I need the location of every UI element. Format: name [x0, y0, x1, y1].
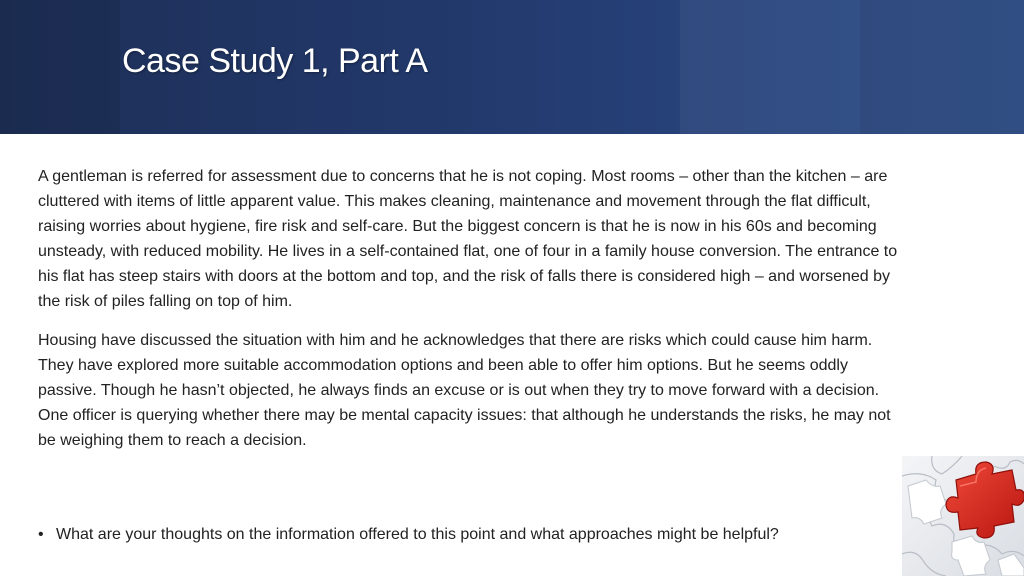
paragraph-2: Housing have discussed the situation with him and he acknowledges that there are risks which could cause him harm. They have explored more suitable accommodation options and been able to offer him options. But he seems oddly passive. Though he hasn’t objected, he always finds an excuse or is out when they try to move forward with a decision. One officer is querying whether there may be mental capacity issues: that although he understands the risks, he may not be weighing them to reach a decision. [38, 332, 891, 449]
question-text: What are your thoughts on the information offered to this point and what approaches might be helpful? [56, 526, 779, 543]
bullet-marker: • [38, 526, 44, 543]
slide-title: Case Study 1, Part A [122, 42, 428, 80]
paragraph-1: A gentleman is referred for assessment due to concerns that he is not coping. Most rooms – other than the kitchen – are cluttered with items of little apparent value. This makes cleaning, maintenance and movement through the flat difficult, raising worries about hygiene, fire risk and self-care. But the biggest concern is that he is now in his 60s and becoming unsteady, with reduced mobility. He lives in a self-contained flat, one of four in a family house conversion. The entrance to his flat has steep stairs with doors at the bottom and top, and the risk of falls there is considered high – and worsened by the risk of piles falling on top of him. [38, 168, 898, 310]
header-panel [0, 0, 120, 134]
puzzle-graphic [902, 456, 1024, 576]
slide-body [38, 164, 908, 467]
discussion-question [38, 522, 898, 547]
header-panel [860, 0, 1024, 134]
puzzle-pieces-icon [902, 456, 1024, 576]
slide-header [0, 0, 1024, 134]
